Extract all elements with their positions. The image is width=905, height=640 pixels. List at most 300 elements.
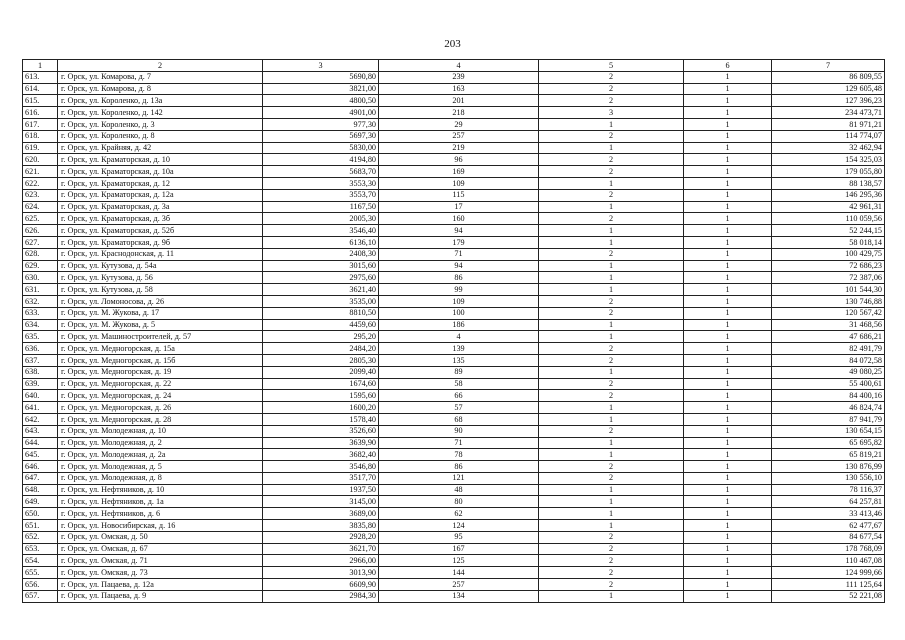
value-col-5-cell: 2 [539, 555, 684, 567]
residents-count-cell: 48 [379, 484, 539, 496]
value-col-6-cell: 1 [684, 307, 772, 319]
value-col-6-cell: 1 [684, 484, 772, 496]
amount-cell: 81 971,21 [772, 118, 885, 130]
address-cell: г. Орск, ул. Нефтяников, д. 10 [58, 484, 263, 496]
value-col-5-cell: 2 [539, 130, 684, 142]
value-col-5-cell: 1 [539, 118, 684, 130]
column-header: 3 [263, 60, 379, 72]
column-header: 2 [58, 60, 263, 72]
total-area-cell: 2408,30 [263, 248, 379, 260]
table-row [23, 189, 885, 201]
row-number-cell: 655. [23, 567, 58, 579]
address-cell: г. Орск, ул. Кутузова, д. 56 [58, 272, 263, 284]
residents-count-cell: 95 [379, 531, 539, 543]
value-col-5-cell: 2 [539, 567, 684, 579]
column-header: 7 [772, 60, 885, 72]
residents-count-cell: 179 [379, 236, 539, 248]
value-col-6-cell: 1 [684, 225, 772, 237]
value-col-6-cell: 1 [684, 248, 772, 260]
value-col-6-cell: 1 [684, 354, 772, 366]
table-row [23, 378, 885, 390]
row-number-cell: 632. [23, 295, 58, 307]
value-col-6-cell: 1 [684, 189, 772, 201]
amount-cell: 129 605,48 [772, 83, 885, 95]
total-area-cell: 4800,50 [263, 95, 379, 107]
address-cell: г. Орск, ул. Краматорская, д. 3а [58, 201, 263, 213]
row-number-cell: 641. [23, 402, 58, 414]
total-area-cell: 5690,80 [263, 71, 379, 83]
residents-count-cell: 100 [379, 307, 539, 319]
value-col-6-cell: 1 [684, 83, 772, 95]
amount-cell: 234 473,71 [772, 107, 885, 119]
value-col-5-cell: 2 [539, 472, 684, 484]
residents-count-cell: 144 [379, 567, 539, 579]
value-col-5-cell: 2 [539, 166, 684, 178]
amount-cell: 62 477,67 [772, 520, 885, 532]
amount-cell: 46 824,74 [772, 402, 885, 414]
value-col-6-cell: 1 [684, 331, 772, 343]
residents-count-cell: 124 [379, 520, 539, 532]
value-col-6-cell: 1 [684, 425, 772, 437]
value-col-6-cell: 1 [684, 531, 772, 543]
total-area-cell: 977,30 [263, 118, 379, 130]
residents-count-cell: 78 [379, 449, 539, 461]
amount-cell: 47 686,21 [772, 331, 885, 343]
address-cell: г. Орск, ул. Ломоносова, д. 26 [58, 295, 263, 307]
table-row [23, 307, 885, 319]
address-cell: г. Орск, ул. Краматорская, д. 10 [58, 154, 263, 166]
table-row [23, 284, 885, 296]
value-col-6-cell: 1 [684, 496, 772, 508]
amount-cell: 84 072,58 [772, 354, 885, 366]
table-row [23, 130, 885, 142]
address-cell: г. Орск, ул. Медногорская, д. 19 [58, 366, 263, 378]
table-row [23, 354, 885, 366]
row-number-cell: 633. [23, 307, 58, 319]
value-col-6-cell: 1 [684, 236, 772, 248]
value-col-5-cell: 2 [539, 71, 684, 83]
total-area-cell: 295,20 [263, 331, 379, 343]
address-cell: г. Орск, ул. Нефтяников, д. 1а [58, 496, 263, 508]
table-row [23, 343, 885, 355]
value-col-6-cell: 1 [684, 366, 772, 378]
address-cell: г. Орск, ул. Краматорская, д. 52б [58, 225, 263, 237]
total-area-cell: 2099,40 [263, 366, 379, 378]
residents-count-cell: 99 [379, 284, 539, 296]
table-row [23, 331, 885, 343]
table-row [23, 461, 885, 473]
table-row [23, 272, 885, 284]
total-area-cell: 3553,30 [263, 177, 379, 189]
total-area-cell: 2928,20 [263, 531, 379, 543]
table-row [23, 107, 885, 119]
value-col-5-cell: 1 [539, 366, 684, 378]
total-area-cell: 1937,50 [263, 484, 379, 496]
residents-count-cell: 90 [379, 425, 539, 437]
table-row [23, 260, 885, 272]
address-cell: г. Орск, ул. Комарова, д. 7 [58, 71, 263, 83]
row-number-cell: 617. [23, 118, 58, 130]
total-area-cell: 1674,60 [263, 378, 379, 390]
value-col-6-cell: 1 [684, 142, 772, 154]
residents-count-cell: 4 [379, 331, 539, 343]
value-col-6-cell: 1 [684, 213, 772, 225]
value-col-6-cell: 1 [684, 543, 772, 555]
table-row [23, 449, 885, 461]
amount-cell: 88 138,57 [772, 177, 885, 189]
value-col-6-cell: 1 [684, 272, 772, 284]
amount-cell: 49 080,25 [772, 366, 885, 378]
residents-count-cell: 134 [379, 590, 539, 602]
total-area-cell: 3621,70 [263, 543, 379, 555]
row-number-cell: 616. [23, 107, 58, 119]
residents-count-cell: 219 [379, 142, 539, 154]
residents-count-cell: 169 [379, 166, 539, 178]
value-col-5-cell: 1 [539, 272, 684, 284]
row-number-cell: 613. [23, 71, 58, 83]
amount-cell: 178 768,09 [772, 543, 885, 555]
total-area-cell: 1595,60 [263, 390, 379, 402]
value-col-5-cell: 1 [539, 142, 684, 154]
total-area-cell: 4459,60 [263, 319, 379, 331]
row-number-cell: 638. [23, 366, 58, 378]
value-col-6-cell: 1 [684, 520, 772, 532]
address-cell: г. Орск, ул. М. Жукова, д. 17 [58, 307, 263, 319]
residents-count-cell: 80 [379, 496, 539, 508]
table-row [23, 248, 885, 260]
value-col-6-cell: 1 [684, 319, 772, 331]
address-cell: г. Орск, ул. Омская, д. 67 [58, 543, 263, 555]
amount-cell: 86 809,55 [772, 71, 885, 83]
total-area-cell: 1578,40 [263, 413, 379, 425]
value-col-6-cell: 1 [684, 437, 772, 449]
value-col-6-cell: 1 [684, 378, 772, 390]
amount-cell: 52 221,08 [772, 590, 885, 602]
address-cell: г. Орск, ул. Медногорская, д. 24 [58, 390, 263, 402]
total-area-cell: 1167,50 [263, 201, 379, 213]
total-area-cell: 5683,70 [263, 166, 379, 178]
row-number-cell: 644. [23, 437, 58, 449]
value-col-6-cell: 1 [684, 579, 772, 591]
row-number-cell: 646. [23, 461, 58, 473]
amount-cell: 84 400,16 [772, 390, 885, 402]
value-col-5-cell: 1 [539, 201, 684, 213]
total-area-cell: 2805,30 [263, 354, 379, 366]
total-area-cell: 3013,90 [263, 567, 379, 579]
table-row [23, 213, 885, 225]
amount-cell: 146 295,36 [772, 189, 885, 201]
address-cell: г. Орск, ул. Омская, д. 71 [58, 555, 263, 567]
address-cell: г. Орск, ул. Омская, д. 50 [58, 531, 263, 543]
value-col-6-cell: 1 [684, 177, 772, 189]
value-col-5-cell: 2 [539, 189, 684, 201]
row-number-cell: 643. [23, 425, 58, 437]
value-col-6-cell: 1 [684, 71, 772, 83]
value-col-5-cell: 2 [539, 378, 684, 390]
amount-cell: 55 400,61 [772, 378, 885, 390]
value-col-5-cell: 1 [539, 236, 684, 248]
row-number-cell: 620. [23, 154, 58, 166]
value-col-5-cell: 1 [539, 496, 684, 508]
amount-cell: 130 876,99 [772, 461, 885, 473]
amount-cell: 100 429,75 [772, 248, 885, 260]
total-area-cell: 3682,40 [263, 449, 379, 461]
amount-cell: 31 468,56 [772, 319, 885, 331]
residents-count-cell: 62 [379, 508, 539, 520]
row-number-cell: 645. [23, 449, 58, 461]
value-col-6-cell: 1 [684, 95, 772, 107]
row-number-cell: 640. [23, 390, 58, 402]
residents-count-cell: 257 [379, 130, 539, 142]
row-number-cell: 623. [23, 189, 58, 201]
table-row [23, 472, 885, 484]
residents-count-cell: 121 [379, 472, 539, 484]
table-row [23, 236, 885, 248]
value-col-5-cell: 1 [539, 402, 684, 414]
total-area-cell: 6136,10 [263, 236, 379, 248]
table-row [23, 555, 885, 567]
table-row [23, 579, 885, 591]
table-row [23, 590, 885, 602]
total-area-cell: 4901,00 [263, 107, 379, 119]
amount-cell: 42 961,31 [772, 201, 885, 213]
amount-cell: 82 491,79 [772, 343, 885, 355]
total-area-cell: 3821,00 [263, 83, 379, 95]
total-area-cell: 5830,00 [263, 142, 379, 154]
residents-count-cell: 239 [379, 71, 539, 83]
amount-cell: 101 544,30 [772, 284, 885, 296]
address-cell: г. Орск, ул. Омская, д. 73 [58, 567, 263, 579]
value-col-6-cell: 1 [684, 449, 772, 461]
value-col-5-cell: 2 [539, 543, 684, 555]
address-cell: г. Орск, ул. Краматорская, д. 12а [58, 189, 263, 201]
table-row [23, 531, 885, 543]
amount-cell: 33 413,46 [772, 508, 885, 520]
address-cell: г. Орск, ул. Медногорская, д. 26 [58, 402, 263, 414]
amount-cell: 120 567,42 [772, 307, 885, 319]
row-number-cell: 628. [23, 248, 58, 260]
value-col-5-cell: 1 [539, 590, 684, 602]
address-cell: г. Орск, ул. Короленко, д. 142 [58, 107, 263, 119]
amount-cell: 84 677,54 [772, 531, 885, 543]
column-header: 5 [539, 60, 684, 72]
total-area-cell: 2484,20 [263, 343, 379, 355]
total-area-cell: 3546,40 [263, 225, 379, 237]
value-col-5-cell: 2 [539, 579, 684, 591]
value-col-5-cell: 2 [539, 461, 684, 473]
amount-cell: 65 819,21 [772, 449, 885, 461]
residents-count-cell: 29 [379, 118, 539, 130]
amount-cell: 154 325,03 [772, 154, 885, 166]
value-col-5-cell: 1 [539, 260, 684, 272]
address-cell: г. Орск, ул. Медногорская, д. 22 [58, 378, 263, 390]
total-area-cell: 3546,80 [263, 461, 379, 473]
value-col-5-cell: 1 [539, 319, 684, 331]
amount-cell: 127 396,23 [772, 95, 885, 107]
address-cell: г. Орск, ул. Комарова, д. 8 [58, 83, 263, 95]
residents-count-cell: 109 [379, 177, 539, 189]
address-cell: г. Орск, ул. М. Жукова, д. 5 [58, 319, 263, 331]
value-col-6-cell: 1 [684, 166, 772, 178]
address-cell: г. Орск, ул. Нефтяников, д. 6 [58, 508, 263, 520]
amount-cell: 52 244,15 [772, 225, 885, 237]
table-row [23, 425, 885, 437]
amount-cell: 130 556,10 [772, 472, 885, 484]
amount-cell: 72 686,23 [772, 260, 885, 272]
residents-count-cell: 167 [379, 543, 539, 555]
amount-cell: 64 257,81 [772, 496, 885, 508]
row-number-cell: 624. [23, 201, 58, 213]
table-row [23, 484, 885, 496]
value-col-6-cell: 1 [684, 130, 772, 142]
amount-cell: 78 116,37 [772, 484, 885, 496]
residents-count-cell: 94 [379, 260, 539, 272]
value-col-5-cell: 2 [539, 154, 684, 166]
table-row [23, 390, 885, 402]
value-col-5-cell: 2 [539, 307, 684, 319]
amount-cell: 110 059,56 [772, 213, 885, 225]
table-row [23, 142, 885, 154]
residents-count-cell: 115 [379, 189, 539, 201]
table-row [23, 543, 885, 555]
row-number-cell: 621. [23, 166, 58, 178]
residents-count-cell: 66 [379, 390, 539, 402]
value-col-6-cell: 1 [684, 107, 772, 119]
amount-cell: 65 695,82 [772, 437, 885, 449]
total-area-cell: 2005,30 [263, 213, 379, 225]
table-row [23, 83, 885, 95]
row-number-cell: 634. [23, 319, 58, 331]
address-cell: г. Орск, ул. Молодежная, д. 2а [58, 449, 263, 461]
value-col-5-cell: 1 [539, 437, 684, 449]
amount-cell: 87 941,79 [772, 413, 885, 425]
total-area-cell: 3835,80 [263, 520, 379, 532]
table-row [23, 319, 885, 331]
housing-registry-table [22, 59, 885, 603]
row-number-cell: 636. [23, 343, 58, 355]
total-area-cell: 8810,50 [263, 307, 379, 319]
table-row [23, 166, 885, 178]
residents-count-cell: 58 [379, 378, 539, 390]
address-cell: г. Орск, ул. Машиностроителей, д. 57 [58, 331, 263, 343]
address-cell: г. Орск, ул. Медногорская, д. 15а [58, 343, 263, 355]
value-col-5-cell: 1 [539, 508, 684, 520]
row-number-cell: 650. [23, 508, 58, 520]
amount-cell: 32 462,94 [772, 142, 885, 154]
row-number-cell: 654. [23, 555, 58, 567]
address-cell: г. Орск, ул. Крайняя, д. 42 [58, 142, 263, 154]
table-row [23, 437, 885, 449]
table-row [23, 413, 885, 425]
value-col-5-cell: 1 [539, 413, 684, 425]
row-number-cell: 642. [23, 413, 58, 425]
value-col-5-cell: 1 [539, 520, 684, 532]
total-area-cell: 3621,40 [263, 284, 379, 296]
table-row [23, 118, 885, 130]
row-number-cell: 635. [23, 331, 58, 343]
total-area-cell: 2975,60 [263, 272, 379, 284]
value-col-5-cell: 3 [539, 107, 684, 119]
address-cell: г. Орск, ул. Короленко, д. 13а [58, 95, 263, 107]
residents-count-cell: 57 [379, 402, 539, 414]
total-area-cell: 4194,80 [263, 154, 379, 166]
value-col-5-cell: 2 [539, 354, 684, 366]
row-number-cell: 629. [23, 260, 58, 272]
value-col-5-cell: 2 [539, 425, 684, 437]
value-col-6-cell: 1 [684, 555, 772, 567]
total-area-cell: 3553,70 [263, 189, 379, 201]
amount-cell: 114 774,07 [772, 130, 885, 142]
total-area-cell: 1600,20 [263, 402, 379, 414]
residents-count-cell: 201 [379, 95, 539, 107]
row-number-cell: 630. [23, 272, 58, 284]
address-cell: г. Орск, ул. Молодежная, д. 8 [58, 472, 263, 484]
value-col-6-cell: 1 [684, 343, 772, 355]
column-header: 1 [23, 60, 58, 72]
value-col-5-cell: 2 [539, 390, 684, 402]
value-col-6-cell: 1 [684, 413, 772, 425]
row-number-cell: 653. [23, 543, 58, 555]
row-number-cell: 637. [23, 354, 58, 366]
amount-cell: 58 018,14 [772, 236, 885, 248]
value-col-5-cell: 1 [539, 225, 684, 237]
row-number-cell: 619. [23, 142, 58, 154]
table-row [23, 154, 885, 166]
value-col-6-cell: 1 [684, 154, 772, 166]
total-area-cell: 2984,30 [263, 590, 379, 602]
residents-count-cell: 109 [379, 295, 539, 307]
value-col-6-cell: 1 [684, 508, 772, 520]
value-col-5-cell: 2 [539, 248, 684, 260]
address-cell: г. Орск, ул. Молодежная, д. 10 [58, 425, 263, 437]
value-col-5-cell: 2 [539, 531, 684, 543]
value-col-6-cell: 1 [684, 390, 772, 402]
address-cell: г. Орск, ул. Пацаева, д. 9 [58, 590, 263, 602]
value-col-5-cell: 2 [539, 295, 684, 307]
row-number-cell: 626. [23, 225, 58, 237]
residents-count-cell: 71 [379, 248, 539, 260]
total-area-cell: 2966,00 [263, 555, 379, 567]
amount-cell: 72 387,06 [772, 272, 885, 284]
amount-cell: 130 746,88 [772, 295, 885, 307]
row-number-cell: 648. [23, 484, 58, 496]
value-col-5-cell: 2 [539, 95, 684, 107]
value-col-5-cell: 2 [539, 213, 684, 225]
address-cell: г. Орск, ул. Короленко, д. 8 [58, 130, 263, 142]
address-cell: г. Орск, ул. Пацаева, д. 12а [58, 579, 263, 591]
table-row [23, 201, 885, 213]
residents-count-cell: 94 [379, 225, 539, 237]
total-area-cell: 6609,90 [263, 579, 379, 591]
table-row [23, 567, 885, 579]
table-row [23, 508, 885, 520]
address-cell: г. Орск, ул. Новосибирская, д. 16 [58, 520, 263, 532]
row-number-cell: 652. [23, 531, 58, 543]
residents-count-cell: 17 [379, 201, 539, 213]
row-number-cell: 656. [23, 579, 58, 591]
row-number-cell: 657. [23, 590, 58, 602]
amount-cell: 110 467,08 [772, 555, 885, 567]
value-col-6-cell: 1 [684, 590, 772, 602]
residents-count-cell: 89 [379, 366, 539, 378]
amount-cell: 111 125,64 [772, 579, 885, 591]
residents-count-cell: 186 [379, 319, 539, 331]
address-cell: г. Орск, ул. Краснодонская, д. 11 [58, 248, 263, 260]
residents-count-cell: 125 [379, 555, 539, 567]
address-cell: г. Орск, ул. Медногорская, д. 15б [58, 354, 263, 366]
table-body [23, 71, 885, 602]
address-cell: г. Орск, ул. Краматорская, д. 10а [58, 166, 263, 178]
